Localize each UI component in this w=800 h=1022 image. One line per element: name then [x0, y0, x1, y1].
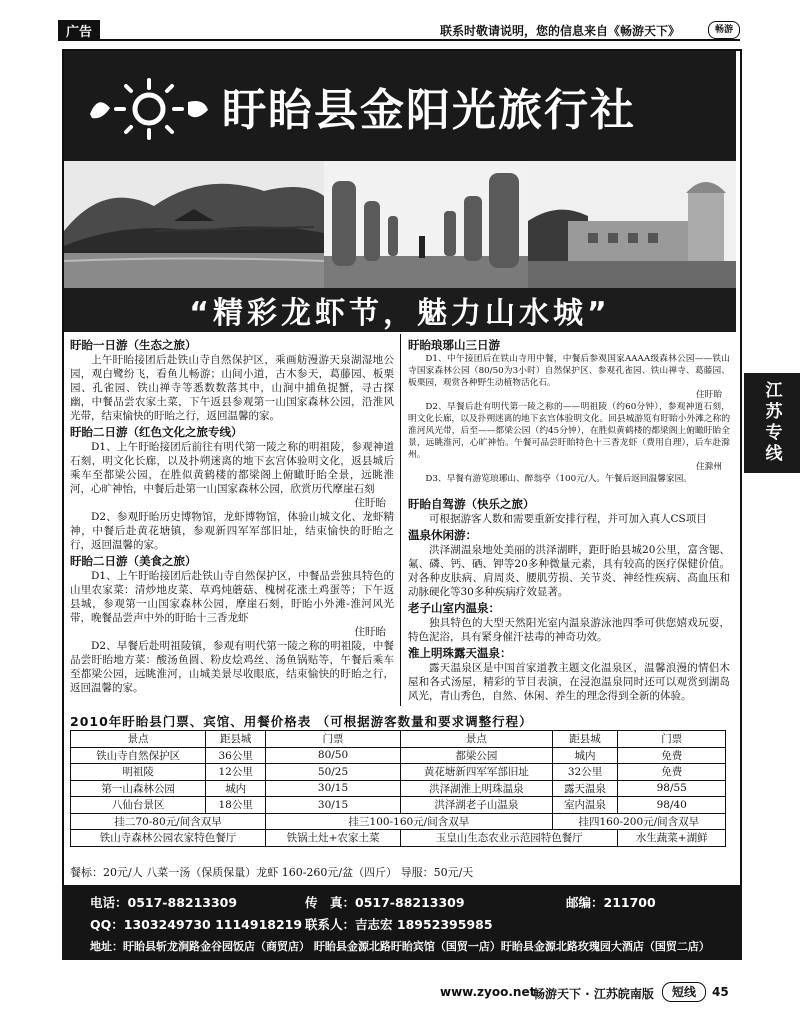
hotel-price: 挂三100-160元/间含双早	[266, 813, 553, 830]
section-badge: 短线	[662, 982, 706, 1002]
top-note: 联系时敬请说明，您的信息来自《畅游天下》	[440, 24, 681, 38]
table-row	[71, 797, 726, 814]
table-header: 距县城	[552, 731, 618, 748]
table-cell: 露天温泉	[552, 780, 618, 797]
slogan: “精彩龙虾节，魅力山水城”	[189, 296, 611, 331]
restaurant-row	[71, 830, 726, 847]
fax-row	[305, 893, 465, 911]
hotel-price: 挂二70-80元/间含双早	[71, 813, 266, 830]
zip-code: 211700	[603, 895, 656, 910]
qq-label: QQ：	[90, 917, 124, 932]
table-cell: 免费	[618, 764, 726, 781]
zip-label: 邮编：	[566, 895, 604, 910]
contact-person-row	[305, 915, 493, 933]
price-table	[70, 730, 726, 847]
table-cell: 铁山寺自然保护区	[71, 747, 206, 764]
table-cell: 12公里	[206, 764, 266, 781]
table-header: 门票	[618, 731, 726, 748]
qq-number: 1303249730 1114918219	[123, 917, 303, 932]
stone-statues-photo	[324, 161, 528, 288]
phone-row	[90, 893, 237, 911]
restaurant-menu: 铁锅土灶+农家土菜	[266, 830, 401, 847]
table-cell: 黄花塘新四军军部旧址	[400, 764, 552, 781]
lodging-note: 住盱眙	[354, 497, 386, 509]
restaurant-name: 铁山寺森林公园农家特色餐厅	[71, 830, 266, 847]
tour-body: 洪泽湖温泉地处美丽的洪泽湖畔，距盱眙县城20公里，富含锶、氟、磷、钙、硒、钾等20多种微量元素，具有较高的医疗保健价值。对各种皮肤病、肩周炎、腰肌劳损、关节炎、神经性疾病、高血压和动脉硬化等30多种疾病疗效显著。	[408, 544, 730, 598]
tour-body: 露天温泉区是中国首家道教主题文化温泉区，温馨浪漫的情侣木屋和各式汤屋，精彩的节目表演，在浸泡温泉同时还可以观赏到湖岛风光，青山秀色，自然、休闲、养生的理念得到全新的体验。	[408, 662, 730, 702]
table-cell: 明祖陵	[71, 764, 206, 781]
lodging-note: 住滁州	[695, 462, 722, 472]
contact-person-label: 联系人：	[305, 917, 356, 932]
agency-name: 盱眙县金阳光旅行社	[222, 85, 636, 136]
table-cell: 室内温泉	[552, 797, 618, 814]
table-cell: 八仙台景区	[71, 797, 206, 814]
table-cell: 98/55	[618, 780, 726, 797]
tour-day: D3、早餐有游览琅琊山、醉翁亭（100元/人。午餐后返回温馨家园。	[425, 474, 692, 484]
brand-logo	[84, 74, 214, 144]
table-header: 距县城	[206, 731, 266, 748]
table-header-row	[71, 731, 726, 748]
table-cell: 城内	[206, 780, 266, 797]
table-row	[71, 764, 726, 781]
table-cell: 98/40	[618, 797, 726, 814]
tour-title: 温泉休闲游：	[408, 528, 477, 542]
tour-body: 独具特色的大型天然阳光室内温泉游泳池四季可供您嬉戏玩耍，特色泥浴，具有紧身催汗祛毒的神奇功效。	[408, 617, 730, 643]
meal-price-line: 餐标：20元/人 八菜一汤（保质保量）龙虾 160-260元/盆（四斤） 导服：50元/天	[70, 866, 474, 879]
table-cell: 80/50	[266, 747, 401, 764]
tour-day: D2、早餐后赴明祖陵镇，参观有明代第一陵之称的明祖陵，中餐品尝盱眙地方菜：酸汤鱼圆、粉皮烩鸡丝、汤鱼锅贴等，午餐后乘车至都梁公园，远眺淮河，山城美景尽收眼底，结束愉快的盱眙之行，返回温馨的家。	[70, 640, 394, 694]
fax-label: 传 真：	[305, 895, 356, 910]
tour-day: D2、参观盱眙历史博物馆，龙虾博物馆，体验山城文化、龙虾精神，中餐后赴黄花塘镇，参观新四军军部旧址，结束愉快的盱眙之行，返回温馨的家。	[70, 511, 394, 551]
phone-number[interactable]: 0517-88213309	[127, 895, 238, 910]
restaurant-name: 玉皇山生态农业示范园特色餐厅	[400, 830, 617, 847]
price-table-title: 2010年盱眙县门票、宾馆、用餐价格表 （可根据游客数量和要求调整行程）	[70, 714, 533, 729]
tour-body: 可根据游客人数和需要重新安排行程，并可加入真人CS项目	[429, 513, 707, 525]
table-cell: 洪泽湖老子山温泉	[400, 797, 552, 814]
phone-label: 电话：	[90, 895, 128, 910]
tour-body: 上午盱眙接团后赴铁山寺自然保护区，乘画舫漫游天泉湖湿地公园，观白鹭纷飞，看鱼儿畅游；山间小道，古木参天，葛藤园、板栗园、孔雀园、铁山禅寺等悉数数落其中，山涧中捕鱼捉蟹，寻古探幽，中餐品尝农家土菜，下午返县参观第一山国家森林公园，沿淮风光带，结束愉快的盱眙之行，返回温馨的家。	[70, 354, 394, 422]
tour-day: D1、中午接团后在铁山寺用中餐，中餐后参观国家AAAA级森林公园——铁山寺国家森林公园（80/50为3小时）自然保护区、参观孔雀园、铁山禅寺、葛藤园、板栗园，观赏各种野生动植物活化石。	[408, 354, 730, 388]
right-column	[408, 336, 730, 703]
tour-title: 盱眙二日游（美食之旅）	[70, 554, 197, 568]
magazine-logo: 畅游	[708, 21, 740, 39]
footer-url[interactable]: www.zyoo.net	[440, 985, 536, 999]
tour-title: 盱眙自驾游（快乐之旅）	[408, 497, 535, 511]
hotel-row	[71, 813, 726, 830]
page-number: 45	[712, 985, 729, 999]
restaurant-menu: 水生蔬菜+湖鲜	[618, 830, 726, 847]
table-cell: 第一山森林公园	[71, 780, 206, 797]
hotel-price: 挂四160-200元/间含双早	[552, 813, 725, 830]
tour-title: 盱眙一日游（生态之旅）	[70, 338, 197, 352]
left-column	[70, 336, 394, 695]
table-cell: 都梁公园	[400, 747, 552, 764]
contact-person: 吉志宏 18952395985	[355, 917, 493, 932]
ad-label: 广告	[58, 20, 100, 40]
tour-title: 淮上明珠露天温泉：	[408, 646, 512, 660]
column-divider	[400, 334, 401, 706]
sun-logo-icon	[84, 74, 214, 144]
table-header: 景点	[400, 731, 552, 748]
tour-title: 盱眙二日游（红色文化之旅专线）	[70, 425, 243, 439]
address-label: 地址：	[90, 940, 123, 953]
table-cell: 城内	[552, 747, 618, 764]
table-row	[71, 780, 726, 797]
top-rule	[58, 39, 740, 41]
side-tab: 江苏专线	[744, 373, 800, 473]
lodging-note: 住盱眙	[354, 626, 386, 638]
tour-title: 盱眙琅琊山三日游	[408, 338, 500, 352]
fax-number: 0517-88213309	[355, 895, 465, 910]
table-row	[71, 747, 726, 764]
tour-title: 老子山室内温泉：	[408, 601, 500, 615]
table-cell: 50/25	[266, 764, 401, 781]
tour-day: D1、上午盱眙接团后前往有明代第一陵之称的明祖陵，参观神道石刻，明文化长廊，以及扑朔迷离的地下玄宫体验明文化，返县城后乘车至都梁公园，在胜似黄鹤楼的都梁阁上俯瞰盱眙全景，远眺淮河，心旷神怡，中餐后赴第一山国家森林公园，欣赏历代摩崖石刻	[70, 441, 394, 495]
lodging-note: 住盱眙	[695, 390, 722, 400]
table-cell: 18公里	[206, 797, 266, 814]
table-header: 景点	[71, 731, 206, 748]
observatory-photo	[528, 161, 736, 288]
zip-row	[566, 893, 656, 911]
address-text: 盱眙县斩龙涧路金谷园饭店（商贸店） 盱眙县金源北路盱眙宾馆（国贸一店）盱眙县金源北路玫瑰园大酒店（国贸二店）	[123, 940, 710, 953]
table-cell: 36公里	[206, 747, 266, 764]
qq-row	[90, 915, 302, 933]
table-cell: 30/15	[266, 797, 401, 814]
table-cell: 30/15	[266, 780, 401, 797]
tour-day: D1、上午盱眙接团后赴铁山寺自然保护区，中餐品尝独具特色的山里农家菜：清炒地皮菜、草鸡炖蘑菇、槐树花涨土鸡蛋等；下午返县城，参观第一山国家森林公园，摩崖石刻，盱眙小外滩-淮河风光带，晚餐品尝声中外的盱眙十三香龙虾	[70, 570, 394, 624]
table-cell: 洪泽湖淮上明珠温泉	[400, 780, 552, 797]
footer-magazine: 畅游天下 · 江苏皖南版	[533, 987, 654, 1001]
table-cell: 免费	[618, 747, 726, 764]
table-cell: 32公里	[552, 764, 618, 781]
tour-day: D2、早餐后赴有明代第一陵之称的——明祖陵（约60分钟），参观神道石刻，明文化长廊，以及扑朔迷离的地下玄宫体验明文化。回县城游览有盱眙小外滩之称的淮河风光带，后至——都梁公园（约45分钟），在胜似黄鹤楼的都梁阁上俯瞰盱眙全景，远眺淮河，心旷神怡。午餐可品尝盱眙特色十三香龙虾（费用自理），后车赴滁州。	[408, 402, 730, 460]
lake-bridge-photo	[64, 161, 324, 288]
table-header: 门票	[266, 731, 401, 748]
address-row	[90, 938, 710, 954]
